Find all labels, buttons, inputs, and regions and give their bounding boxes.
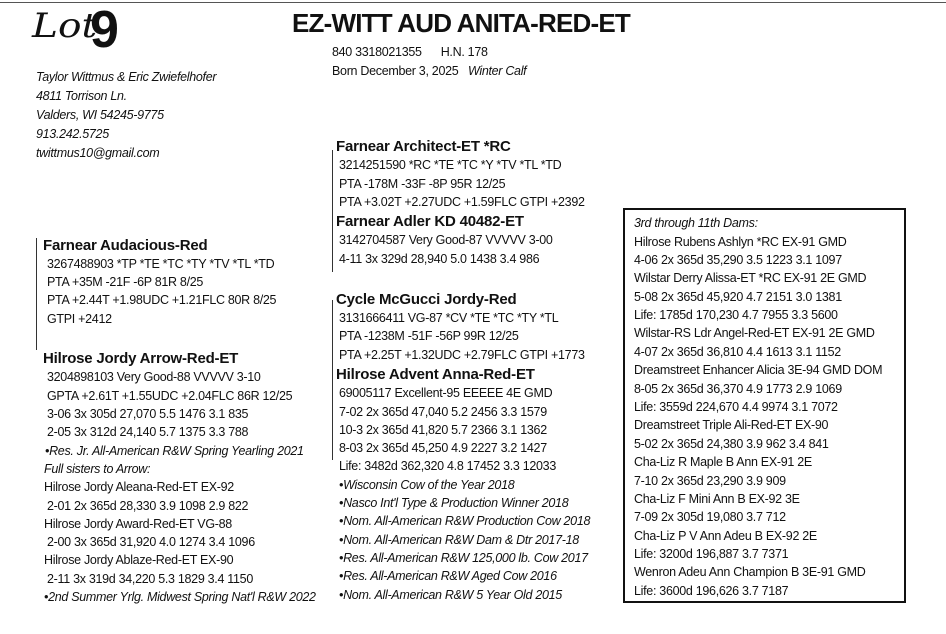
- dam-dam-line: 8-03 2x 365d 45,250 4.9 2227 3.2 1427: [339, 441, 547, 455]
- dam-dam-line: Life: 3482d 362,320 4.8 17452 3.3 12033: [339, 459, 556, 473]
- dam-dam-award: •Nasco Int'l Type & Production Winner 2018: [339, 496, 569, 510]
- herd-number: H.N. 178: [440, 45, 488, 59]
- sire-sire-line: PTA +3.02T +2.27UDC +1.59FLC GTPI +2392: [339, 195, 585, 209]
- dam-sire-line: PTA +2.25T +1.32UDC +2.79FLC GTPI +1773: [339, 348, 585, 362]
- consignor-email: twittmus10@gmail.com: [36, 146, 160, 160]
- dam-dam-award: •Wisconsin Cow of the Year 2018: [339, 478, 515, 492]
- dam-sire-line: PTA -1238M -51F -56P 99R 12/25: [339, 329, 519, 343]
- dam-sire-name: Cycle McGucci Jordy-Red: [336, 291, 517, 308]
- dam-line: 3-06 3x 305d 27,070 5.5 1476 3.1 835: [47, 407, 249, 421]
- dams-box-line: Life: 3600d 196,626 3.7 7187: [634, 584, 789, 598]
- dam-name: Hilrose Jordy Arrow-Red-ET: [43, 350, 239, 367]
- sire-side-bracket: [332, 150, 333, 272]
- full-sisters-label: Full sisters to Arrow:: [44, 462, 151, 476]
- calf-class: Winter Calf: [467, 64, 527, 78]
- dam-dam-award: •Nom. All-American R&W Dam & Dtr 2017-18: [339, 533, 579, 547]
- sire-sire-line: 3214251590 *RC *TE *TC *Y *TV *TL *TD: [339, 158, 562, 172]
- sire-name: Farnear Audacious-Red: [43, 237, 208, 254]
- sister-record: 2-00 3x 365d 31,920 4.0 1274 3.4 1096: [47, 535, 255, 549]
- sire-line: PTA +35M -21F -6P 81R 8/25: [47, 275, 204, 289]
- sire-line: 3267488903 *TP *TE *TC *TY *TV *TL *TD: [47, 257, 275, 271]
- sire-sire-name: Farnear Architect-ET *RC: [336, 138, 511, 155]
- dam-dam-award: •Nom. All-American R&W Production Cow 2018: [339, 514, 591, 528]
- dam-award: •Res. Jr. All-American R&W Spring Yearling 2021: [45, 444, 304, 458]
- dams-box-line: 8-05 2x 365d 36,370 4.9 1773 2.9 1069: [634, 382, 842, 396]
- dams-box-line: Life: 3200d 196,887 3.7 7371: [634, 547, 789, 561]
- dams-box-line: 4-07 2x 365d 36,810 4.4 1613 3.1 1152: [634, 345, 841, 359]
- sister-name: Hilrose Jordy Award-Red-ET VG-88: [44, 517, 232, 531]
- dam-line: 2-05 3x 312d 24,140 5.7 1375 3.3 788: [47, 425, 249, 439]
- sire-dam-line: 3142704587 Very Good-87 VVVVV 3-00: [339, 233, 553, 247]
- top-rule: [0, 2, 946, 3]
- sire-line: GTPI +2412: [47, 312, 112, 326]
- dam-dam-award: •Res. All-American R&W 125,000 lb. Cow 2017: [339, 551, 588, 565]
- extended-dams-box: [623, 208, 906, 603]
- dam-dam-name: Hilrose Advent Anna-Red-ET: [336, 366, 535, 383]
- dams-box-line: Wilstar Derry Alissa-ET *RC EX-91 2E GMD: [634, 271, 867, 285]
- dam-dam-award: •Res. All-American R&W Aged Cow 2016: [339, 569, 557, 583]
- dam-dam-line: 69005117 Excellent-95 EEEEE 4E GMD: [339, 386, 553, 400]
- dams-box-line: Cha-Liz F Mini Ann B EX-92 3E: [634, 492, 800, 506]
- sire-bracket: [36, 238, 37, 350]
- sister-record: 2-01 2x 365d 28,330 3.9 1098 2.9 822: [47, 499, 249, 513]
- dams-box-line: Dreamstreet Enhancer Alicia 3E-94 GMD DOM: [634, 363, 883, 377]
- dams-box-line: Hilrose Rubens Ashlyn *RC EX-91 GMD: [634, 235, 847, 249]
- dams-box-line: 7-10 2x 365d 23,290 3.9 909: [634, 474, 786, 488]
- dams-box-heading: 3rd through 11th Dams:: [634, 216, 758, 230]
- dam-dam-line: 7-02 2x 365d 47,040 5.2 2456 3.3 1579: [339, 405, 547, 419]
- dam-dam-line: 10-3 2x 365d 41,820 5.7 2366 3.1 1362: [339, 423, 547, 437]
- dam-side-bracket: [332, 300, 333, 460]
- registration-number: 840 3318021355: [332, 45, 422, 59]
- registration-line: [332, 45, 488, 59]
- dams-box-line: 5-08 2x 365d 45,920 4.7 2151 3.0 1381: [634, 290, 842, 304]
- animal-name: EZ-WITT AUD ANITA-RED-ET: [292, 8, 630, 38]
- sire-dam-line: 4-11 3x 329d 28,940 5.0 1438 3.4 986: [339, 252, 540, 266]
- dam-sire-line: 3131666411 VG-87 *CV *TE *TC *TY *TL: [339, 311, 559, 325]
- dam-line: GPTA +2.61T +1.55UDC +2.04FLC 86R 12/25: [47, 389, 293, 403]
- sister-name: Hilrose Jordy Aleana-Red-ET EX-92: [44, 480, 234, 494]
- consignor-phone: 913.242.5725: [36, 127, 109, 141]
- sire-line: PTA +2.44T +1.98UDC +1.21FLC 80R 8/25: [47, 293, 277, 307]
- consignor-block: [36, 68, 216, 163]
- dams-box-line: 4-06 2x 365d 35,290 3.5 1223 3.1 1097: [634, 253, 842, 267]
- sister-name: Hilrose Jordy Ablaze-Red-ET EX-90: [44, 553, 234, 567]
- sister-record: 2-11 3x 319d 34,220 5.3 1829 3.4 1150: [47, 572, 253, 586]
- dams-box-line: Dreamstreet Triple Ali-Red-ET EX-90: [634, 418, 829, 432]
- dams-box-line: 7-09 2x 305d 19,080 3.7 712: [634, 510, 786, 524]
- sister-award: •2nd Summer Yrlg. Midwest Spring Nat'l R&W 2022: [44, 590, 316, 604]
- dams-box-line: Wilstar-RS Ldr Angel-Red-ET EX-91 2E GMD: [634, 326, 875, 340]
- lot-label: Lot: [32, 6, 98, 46]
- dams-box-line: Life: 3559d 224,670 4.4 9974 3.1 7072: [634, 400, 838, 414]
- dams-box-line: Life: 1785d 170,230 4.7 7955 3.3 5600: [634, 308, 838, 322]
- consignor-street: 4811 Torrison Ln.: [36, 89, 127, 103]
- dams-box-line: Cha-Liz P V Ann Adeu B EX-92 2E: [634, 529, 817, 543]
- sire-sire-line: PTA -178M -33F -8P 95R 12/25: [339, 177, 506, 191]
- lot-number: 9: [90, 1, 118, 59]
- dams-box-line: Wenron Adeu Ann Champion B 3E-91 GMD: [634, 565, 866, 579]
- sire-dam-name: Farnear Adler KD 40482-ET: [336, 213, 524, 230]
- birth-line: [332, 64, 526, 78]
- dam-line: 3204898103 Very Good-88 VVVVV 3-10: [47, 370, 261, 384]
- dams-box-line: Cha-Liz R Maple B Ann EX-91 2E: [634, 455, 812, 469]
- consignor-city: Valders, WI 54245-9775: [36, 108, 164, 122]
- consignor-names: Taylor Wittmus & Eric Zwiefelhofer: [36, 70, 217, 84]
- dam-dam-award: •Nom. All-American R&W 5 Year Old 2015: [339, 588, 562, 602]
- birth-date: Born December 3, 2025: [332, 64, 459, 78]
- dams-box-line: 5-02 2x 365d 24,380 3.9 962 3.4 841: [634, 437, 829, 451]
